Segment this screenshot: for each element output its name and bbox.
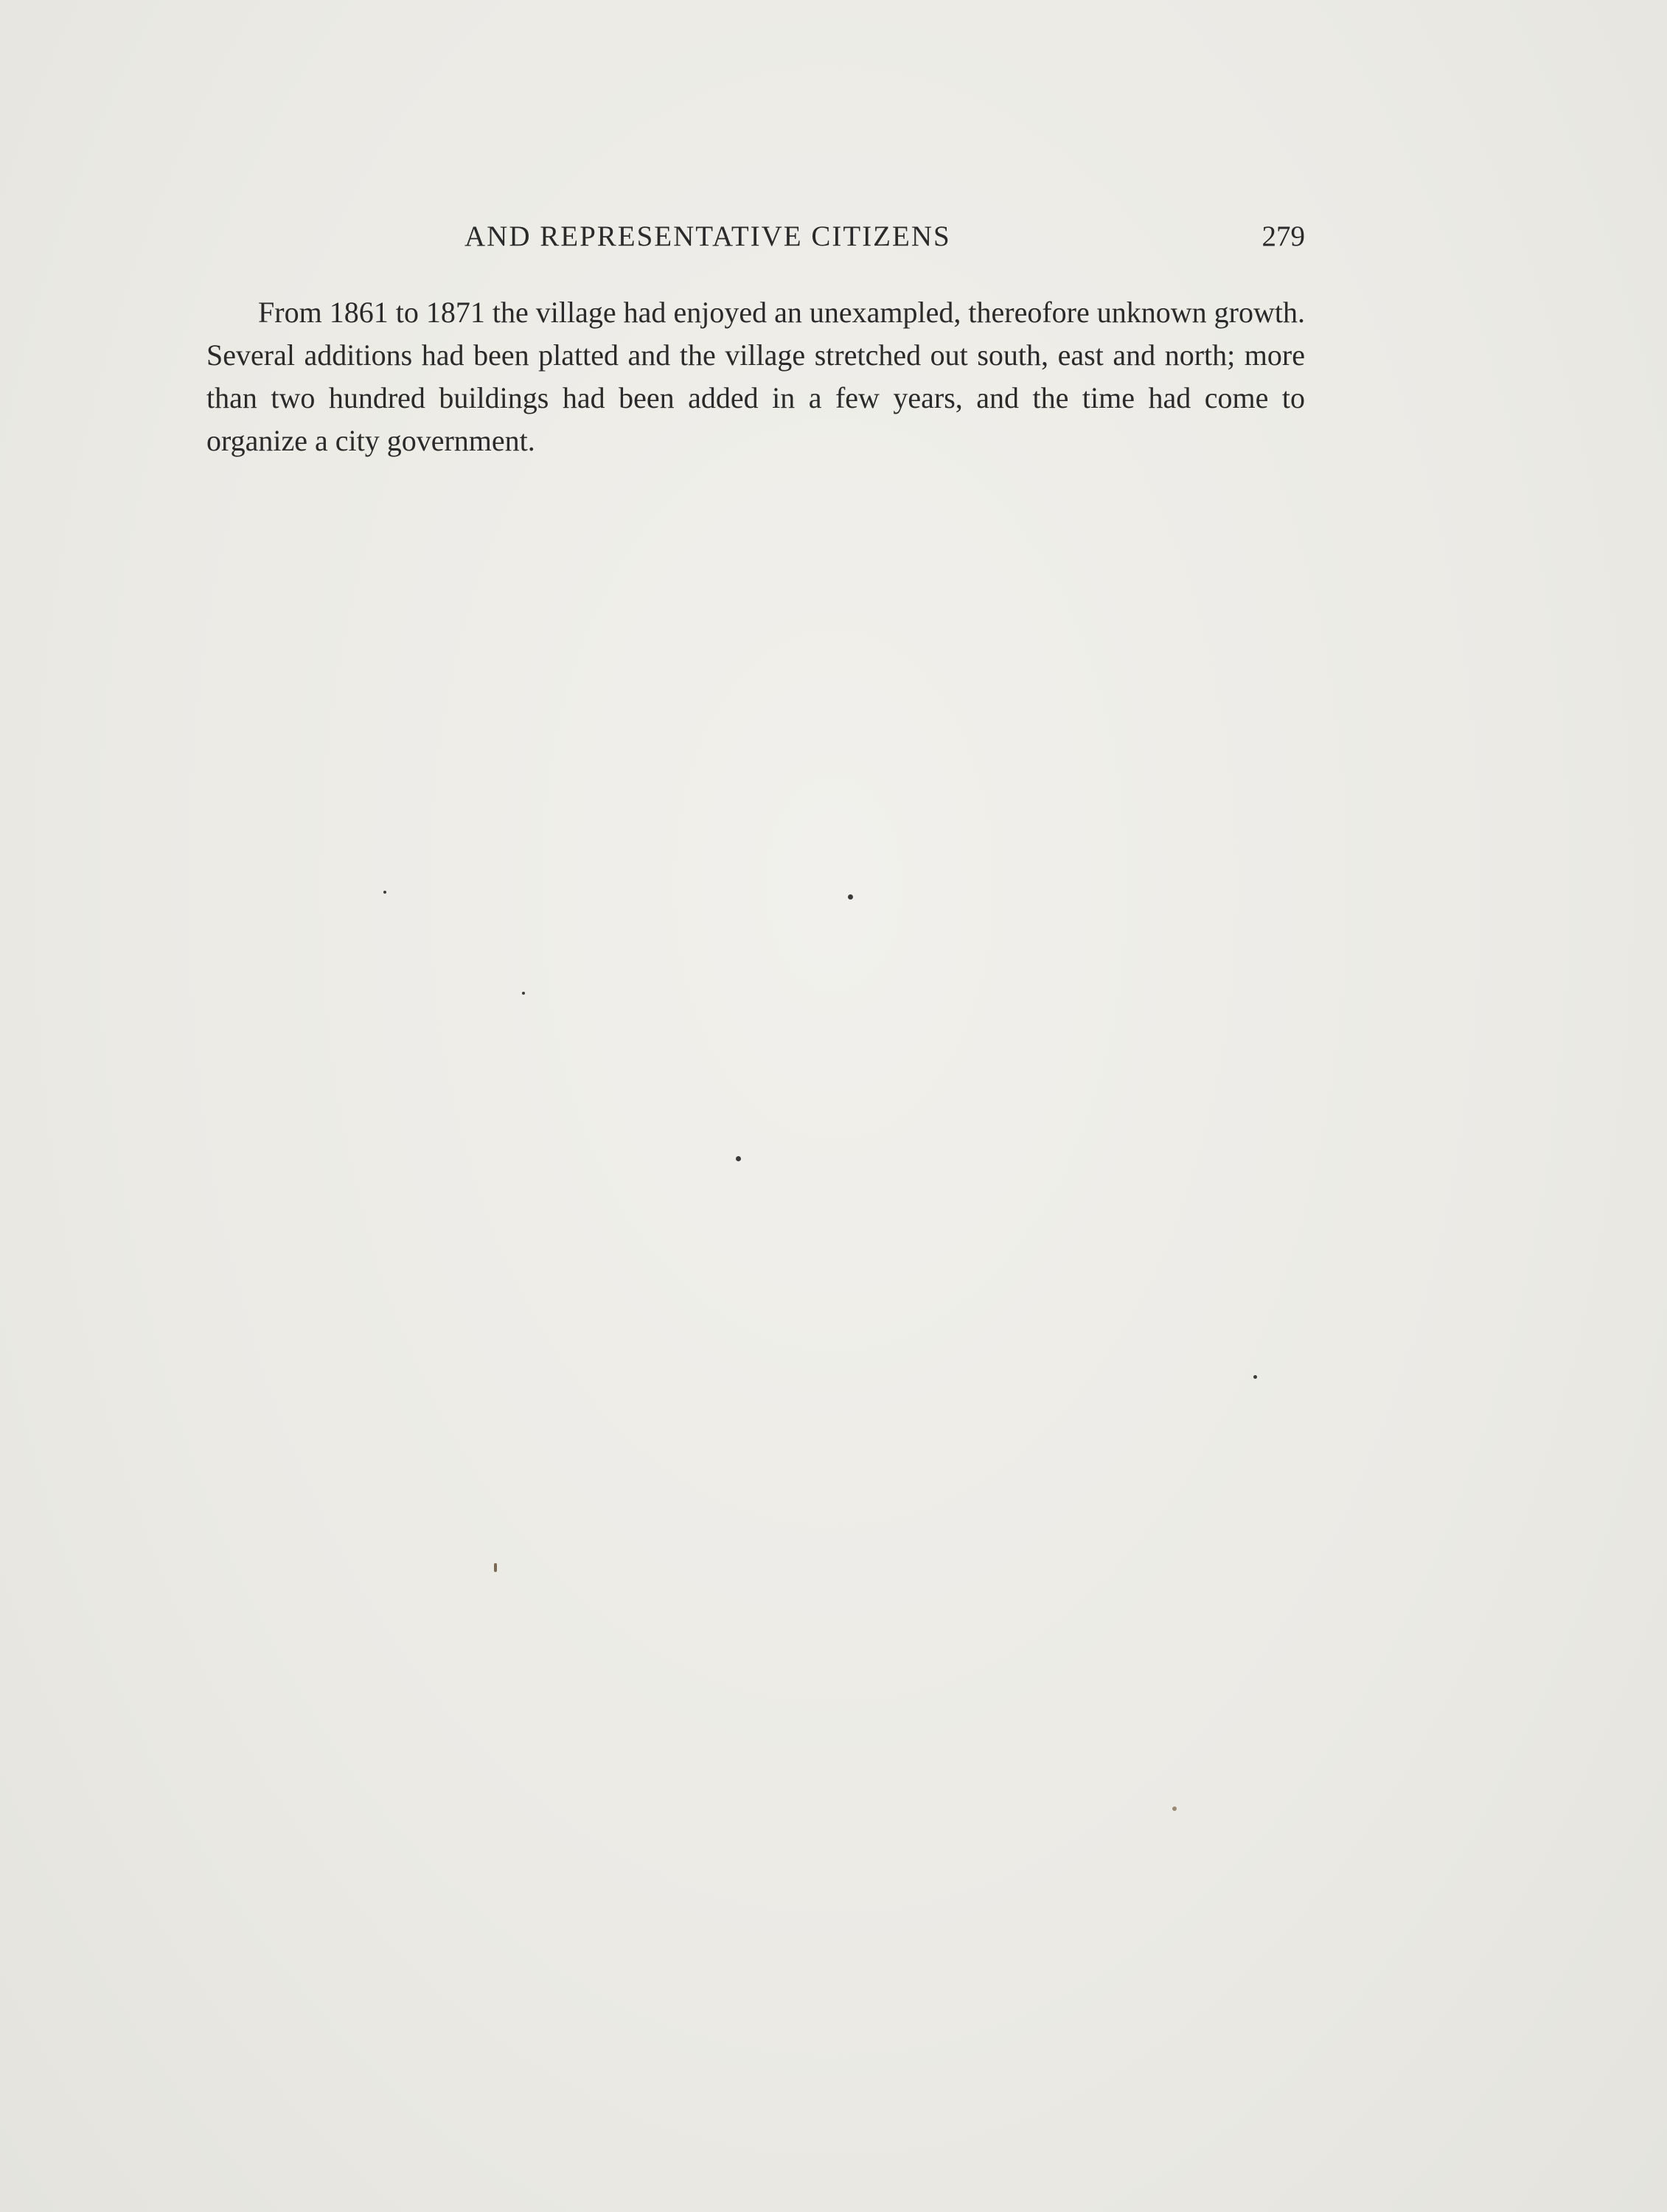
paper-speck [522,992,525,995]
paper-speck [1253,1375,1257,1379]
paper-speck [848,894,853,900]
paper-speck [494,1563,497,1572]
page-number: 279 [1261,220,1305,252]
body-paragraph: From 1861 to 1871 the village had enjoyed an unexampled, thereofore unknown growth. Several additions had been platted and the village stretched out south, east and north; more than two hundred buildings had been added in a few years, and the time had come to organize a city government. [206,296,1305,457]
running-title: AND REPRESENTATIVE CITIZENS [464,220,951,252]
running-head [464,220,1305,257]
paper-speck [1172,1806,1177,1811]
paper-speck [736,1156,741,1161]
paper-speck [383,891,386,894]
